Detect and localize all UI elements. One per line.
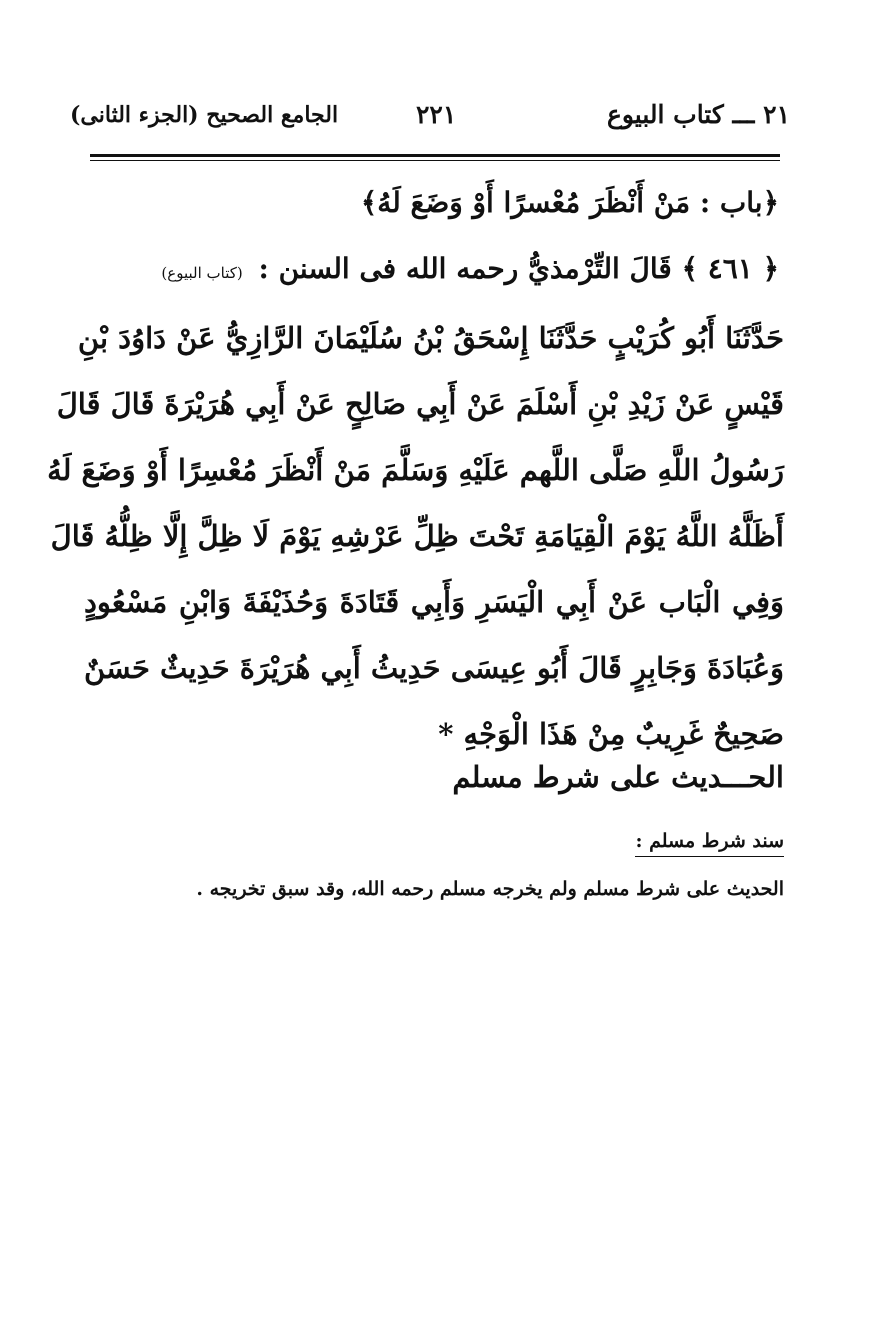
hadith-line: قَيْسٍ عَنْ زَيْدِ بْنِ أَسْلَمَ عَنْ أَبِي صَالِحٍ عَنْ أَبِي هُرَيْرَةَ قَالَ قَالَ [56,387,784,421]
takhrij-note: الحديث على شرط مسلم ولم يخرجه مسلم رحمه الله، وقد سبق تخريجه . [196,878,784,900]
hadith-line: صَحِيحٌ غَرِيبٌ مِنْ هَذَا الْوَجْهِ * [438,717,784,751]
hadith-heading [161,252,779,285]
hadith-line: أَظَلَّهُ اللَّهُ يَوْمَ الْقِيَامَةِ تَحْتَ ظِلِّ عَرْشِهِ يَوْمَ لَا ظِلَّ إِلَّا ظِلُّهُ قَالَ [50,519,784,553]
book-title: الجامع الصحيح (الجزء الثانى) [70,102,339,128]
hadith-text [47,312,784,774]
hadith-grade: الحـــديث على شرط مسلم [452,760,784,794]
page-header [70,100,790,140]
hadith-line: رَسُولُ اللَّهِ صَلَّى اللَّهم عَلَيْهِ وَسَلَّمَ مَنْ أَنْظَرَ مُعْسِرًا أَوْ وَضَعَ لَهُ [47,453,784,487]
hadith-line: وَفِي الْبَاب عَنْ أَبِي الْيَسَرِ وَأَبِي قَتَادَةَ وَحُذَيْفَةَ وَابْنِ مَسْعُودٍ [84,585,784,619]
header-rule [90,154,780,157]
header-rule-thin [90,160,780,161]
sanad-label: سند شرط مسلم : [635,830,784,857]
chapter-heading: ﴿باب : مَنْ أَنْظَرَ مُعْسرًا أَوْ وَضَعَ لَهُ﴾ [360,186,779,219]
hadith-number: ﴿ ٤٦١ ﴾ [681,252,779,285]
hadith-line: حَدَّثَنَا أَبُو كُرَيْبٍ حَدَّثَنَا إِسْحَقُ بْنُ سُلَيْمَانَ الرَّازِيُّ عَنْ دَاوُدَ بْنِ [77,321,784,355]
chapter-reference: ٢١ ـــ كتاب البيوع [606,100,790,129]
page-number: ٢٢١ [416,100,457,129]
hadith-intro: قَالَ التِّرْمذيُّ رحمه الله فى السنن : [258,252,672,285]
hadith-source: (كتاب البيوع) [161,264,243,282]
hadith-line: وَعُبَادَةَ وَجَابِرٍ قَالَ أَبُو عِيسَى حَدِيثُ أَبِي هُرَيْرَةَ حَدِيثٌ حَسَنٌ [84,651,784,685]
